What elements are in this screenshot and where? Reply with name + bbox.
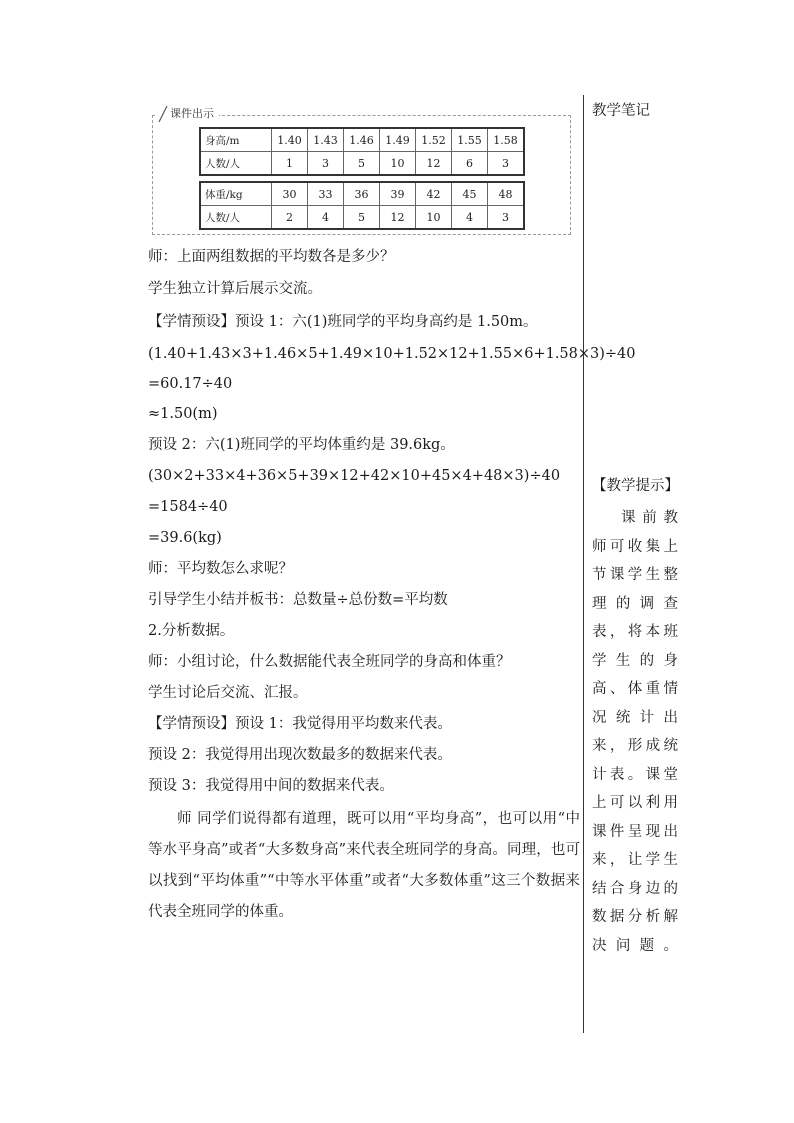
table-cell: 10 — [416, 206, 452, 230]
table-header-cell: 人数/人 — [200, 206, 272, 230]
table-cell: 5 — [344, 152, 380, 176]
table-cell: 48 — [488, 182, 525, 206]
table-row — [200, 152, 524, 176]
table-cell: 12 — [380, 206, 416, 230]
tip-heading: 【教学提示】 — [592, 478, 679, 494]
table-row — [200, 206, 524, 230]
text-line: 学生独立计算后展示交流。 — [148, 281, 322, 297]
table-cell: 1 — [272, 152, 308, 176]
formula-line: (1.40+1.43×3+1.46×5+1.49×10+1.52×12+1.55×6+1.58×3)÷40 — [148, 346, 636, 362]
table-header-cell: 人数/人 — [200, 152, 272, 176]
sidebar-title: 教学笔记 — [592, 103, 650, 119]
table-cell: 2 — [272, 206, 308, 230]
table-cell: 36 — [344, 182, 380, 206]
text-line: 引导学生小结并板书：总数量÷总份数=平均数 — [148, 592, 448, 608]
tag-slash-icon — [158, 105, 168, 123]
table-cell: 1.58 — [488, 128, 525, 152]
table-cell: 3 — [488, 206, 525, 230]
table-cell: 39 — [380, 182, 416, 206]
formula-line: =1584÷40 — [148, 499, 228, 515]
column-divider — [583, 95, 584, 1033]
question-line: 师：上面两组数据的平均数各是多少？ — [148, 249, 395, 265]
table-cell: 1.40 — [272, 128, 308, 152]
table-cell: 3 — [308, 152, 344, 176]
table-row — [200, 128, 524, 152]
table-cell: 1.52 — [416, 128, 452, 152]
table-header-cell: 身高/m — [200, 128, 272, 152]
table-cell: 3 — [488, 152, 525, 176]
question-line: 师：平均数怎么求呢？ — [148, 561, 293, 577]
table-cell: 12 — [416, 152, 452, 176]
table-cell: 42 — [416, 182, 452, 206]
question-line: 师：小组讨论，什么数据能代表全班同学的身高和体重？ — [148, 654, 511, 670]
formula-line: (30×2+33×4+36×5+39×12+42×10+45×4+48×3)÷40 — [148, 468, 561, 484]
weight-table — [199, 181, 525, 230]
text-line: 【学情预设】预设 1：我觉得用平均数来代表。 — [148, 716, 452, 732]
section-heading: 2.分析数据。 — [148, 623, 235, 639]
tip-body: 课前教师可收集上节课学生整理的调查表，将本班学生的身高、体重情况统计出来，形成统计表。课堂上可以利用课件呈现出来，让学生结合身边的数据分析解决问题。 — [592, 510, 678, 954]
table-cell: 10 — [380, 152, 416, 176]
table-cell: 1.43 — [308, 128, 344, 152]
formula-line: =60.17÷40 — [148, 376, 233, 392]
table-cell: 1.55 — [452, 128, 488, 152]
table-cell: 1.49 — [380, 128, 416, 152]
table-cell: 6 — [452, 152, 488, 176]
height-table — [199, 127, 525, 176]
summary-paragraph: 师 同学们说得都有道理，既可以用“平均身高”，也可以用“中等水平身高”或者“大多数身高”来代表全班同学的身高。同理，也可以找到“平均体重”“中等水平体重”或者“大多数体重”这三个数据来代表全班同学的体重。 — [148, 811, 580, 920]
text-line: 【学情预设】预设 1：六(1)班同学的平均身高约是 1.50m。 — [148, 314, 538, 330]
table-cell: 1.46 — [344, 128, 380, 152]
courseware-tag — [156, 104, 219, 124]
courseware-tag-label: 课件出示 — [170, 107, 214, 120]
formula-line: ≈1.50(m) — [148, 406, 218, 422]
table-cell: 4 — [308, 206, 344, 230]
table-cell: 4 — [452, 206, 488, 230]
table-cell: 5 — [344, 206, 380, 230]
table-cell: 33 — [308, 182, 344, 206]
text-line: 预设 3：我觉得用中间的数据来代表。 — [148, 778, 394, 794]
formula-line: =39.6(kg) — [148, 530, 222, 546]
table-row — [200, 182, 524, 206]
table-header-cell: 体重/kg — [200, 182, 272, 206]
table-cell: 45 — [452, 182, 488, 206]
table-cell: 30 — [272, 182, 308, 206]
text-line: 预设 2：我觉得用出现次数最多的数据来代表。 — [148, 747, 452, 763]
text-line: 预设 2：六(1)班同学的平均体重约是 39.6kg。 — [148, 437, 455, 453]
text-line: 学生讨论后交流、汇报。 — [148, 685, 308, 701]
